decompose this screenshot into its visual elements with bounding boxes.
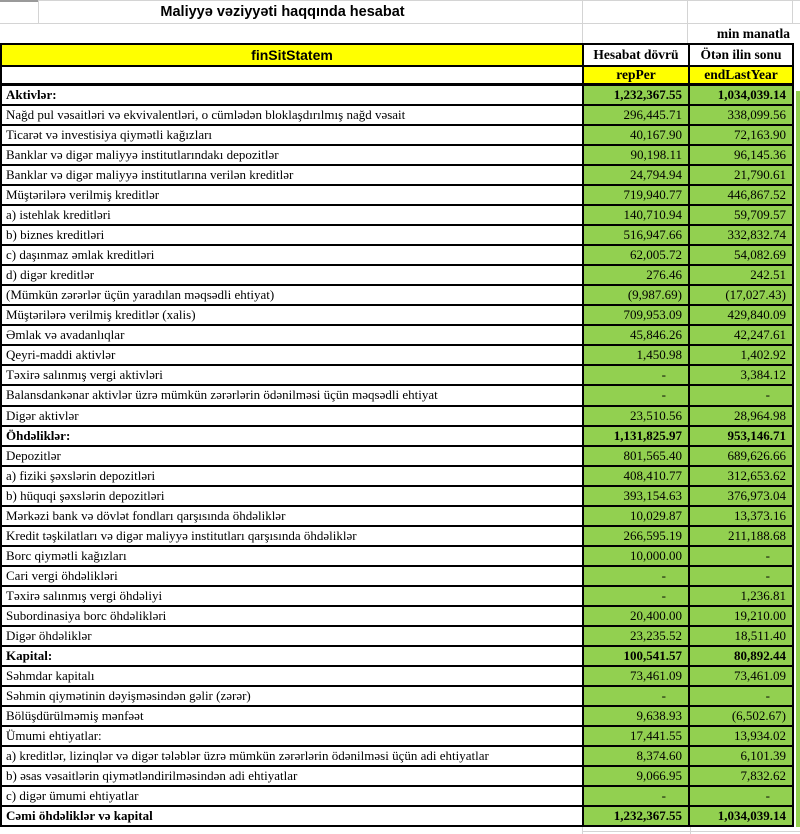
row-label: Ümumi ehtiyatlar: bbox=[6, 728, 102, 744]
row-value-prior-cell[interactable] bbox=[690, 507, 792, 525]
row-value-prior-cell[interactable] bbox=[690, 106, 792, 124]
row-value-prior: (6,502.67) bbox=[731, 707, 786, 723]
row-label: d) digər kreditlər bbox=[6, 267, 95, 283]
row-value-reporting: 9,638.93 bbox=[636, 707, 682, 723]
table-row bbox=[2, 567, 792, 587]
row-label: b) biznes kreditləri bbox=[6, 227, 105, 243]
table-row bbox=[2, 106, 792, 126]
row-label-cell[interactable] bbox=[2, 126, 584, 144]
row-value-prior-cell[interactable] bbox=[690, 787, 792, 805]
table-row bbox=[2, 647, 792, 667]
row-value-reporting-cell[interactable] bbox=[584, 226, 690, 244]
row-value-prior: 6,101.39 bbox=[740, 748, 786, 764]
row-value-prior: 7,832.62 bbox=[740, 768, 786, 784]
row-label-cell[interactable] bbox=[2, 266, 584, 284]
row-label-cell[interactable] bbox=[2, 567, 584, 585]
row-label: Borc qiymətli kağızları bbox=[6, 547, 127, 563]
row-value-reporting: 719,940.77 bbox=[623, 187, 682, 203]
row-label-cell[interactable] bbox=[2, 306, 584, 324]
row-label: Banklar və digər maliyyə institutlarına verilən kreditlər bbox=[6, 167, 294, 183]
row-value-prior: 1,236.81 bbox=[740, 587, 786, 603]
unit-note: min manatla bbox=[716, 26, 790, 41]
row-value-reporting-cell[interactable] bbox=[584, 106, 690, 124]
row-value-prior: (17,027.43) bbox=[725, 287, 786, 303]
row-value-prior: 953,146.71 bbox=[727, 427, 786, 443]
row-label-cell[interactable] bbox=[2, 607, 584, 625]
row-value-prior-cell[interactable] bbox=[690, 407, 792, 425]
table-row bbox=[2, 707, 792, 727]
row-value-prior-cell[interactable] bbox=[690, 186, 792, 204]
row-value-prior-cell[interactable] bbox=[690, 467, 792, 485]
row-value-prior-cell[interactable] bbox=[690, 567, 792, 585]
row-value-prior: 446,867.52 bbox=[727, 187, 786, 203]
table-row bbox=[2, 527, 792, 547]
row-label-cell[interactable] bbox=[2, 587, 584, 605]
row-label-cell[interactable] bbox=[2, 487, 584, 505]
table-row bbox=[2, 487, 792, 507]
table-row bbox=[2, 86, 792, 106]
row-label: Öhdəliklər: bbox=[6, 427, 71, 443]
row-label-cell[interactable] bbox=[2, 807, 584, 825]
row-value-prior: 42,247.61 bbox=[734, 327, 786, 343]
table-row bbox=[2, 607, 792, 627]
row-label: a) fiziki şəxslərin depozitləri bbox=[6, 467, 156, 483]
row-label: Balansdankənar aktivlər üzrə mümkün zərərlərin ödənilməsi üçün məqsədli ehtiyat bbox=[6, 387, 438, 403]
row-value-reporting-cell[interactable] bbox=[584, 547, 690, 565]
table-row bbox=[2, 166, 792, 186]
row-value-prior: - bbox=[765, 387, 770, 403]
row-value-prior-cell[interactable] bbox=[690, 246, 792, 264]
row-value-reporting: - bbox=[661, 687, 666, 703]
gridline bbox=[582, 831, 800, 832]
row-value-prior: 211,188.68 bbox=[727, 527, 786, 543]
row-value-prior: 312,653.62 bbox=[727, 467, 786, 483]
row-value-prior: 1,034,039.14 bbox=[717, 87, 786, 103]
row-label-cell[interactable] bbox=[2, 767, 584, 785]
table-row bbox=[2, 427, 792, 447]
row-value-reporting-cell[interactable] bbox=[584, 487, 690, 505]
row-label-cell[interactable] bbox=[2, 186, 584, 204]
row-value-reporting-cell[interactable] bbox=[584, 707, 690, 725]
row-value-reporting: 17,441.55 bbox=[630, 728, 682, 744]
table-row bbox=[2, 787, 792, 807]
row-value-prior: 73,461.09 bbox=[734, 667, 786, 683]
report-title: Maliyyə vəziyyəti haqqında hesabat bbox=[160, 3, 405, 20]
row-label: a) istehlak kreditləri bbox=[6, 207, 111, 223]
row-label-cell[interactable] bbox=[2, 687, 584, 705]
row-value-prior-cell[interactable] bbox=[690, 487, 792, 505]
row-label-cell[interactable] bbox=[2, 106, 584, 124]
row-label: Digər aktivlər bbox=[6, 407, 79, 423]
row-value-prior: 429,840.09 bbox=[727, 307, 786, 323]
row-value-prior-cell[interactable] bbox=[690, 767, 792, 785]
row-value-reporting-cell[interactable] bbox=[584, 286, 690, 304]
row-label-cell[interactable] bbox=[2, 627, 584, 645]
row-label-cell[interactable] bbox=[2, 467, 584, 485]
row-value-reporting: 1,232,367.55 bbox=[613, 87, 682, 103]
row-label: Kredit təşkilatları və digər maliyyə institutları qarşısında öhdəliklər bbox=[6, 527, 357, 543]
row-value-reporting: 408,410.77 bbox=[623, 467, 682, 483]
row-value-prior-cell[interactable] bbox=[690, 687, 792, 705]
row-label-cell[interactable] bbox=[2, 346, 584, 364]
row-value-reporting: 23,235.52 bbox=[630, 627, 682, 643]
row-label-cell[interactable] bbox=[2, 547, 584, 565]
row-value-reporting-cell[interactable] bbox=[584, 206, 690, 224]
row-value-prior-cell[interactable] bbox=[690, 326, 792, 344]
row-value-prior: 19,210.00 bbox=[734, 607, 786, 623]
table-code-row bbox=[2, 67, 792, 86]
row-value-prior-cell[interactable] bbox=[690, 667, 792, 685]
row-value-reporting: 296,445.71 bbox=[623, 107, 682, 123]
row-label-cell[interactable] bbox=[2, 747, 584, 765]
table-row bbox=[2, 366, 792, 386]
row-value-reporting-cell[interactable] bbox=[584, 727, 690, 745]
row-value-reporting-cell[interactable] bbox=[584, 146, 690, 164]
row-value-prior-cell[interactable] bbox=[690, 86, 792, 104]
row-value-prior: 72,163.90 bbox=[734, 127, 786, 143]
row-value-reporting-cell[interactable] bbox=[584, 166, 690, 184]
row-value-reporting-cell[interactable] bbox=[584, 386, 690, 404]
table-row bbox=[2, 386, 792, 406]
row-value-reporting: 10,029.87 bbox=[630, 507, 682, 523]
row-value-reporting: 90,198.11 bbox=[630, 147, 682, 163]
row-value-prior: 376,973.04 bbox=[727, 487, 786, 503]
row-value-prior-cell[interactable] bbox=[690, 647, 792, 665]
row-value-reporting-cell[interactable] bbox=[584, 807, 690, 825]
end-last-year-code: endLastYear bbox=[704, 67, 778, 82]
row-value-prior-cell[interactable] bbox=[690, 727, 792, 745]
row-label-cell[interactable] bbox=[2, 246, 584, 264]
row-label-cell[interactable] bbox=[2, 166, 584, 184]
row-label-cell[interactable] bbox=[2, 286, 584, 304]
reporting-period-code: repPer bbox=[616, 67, 656, 82]
row-label: b) əsas vəsaitlərin qiymətləndirilməsindən adi ehtiyatlar bbox=[6, 768, 298, 784]
gridline bbox=[792, 0, 793, 23]
reporting-period-code-cell[interactable] bbox=[584, 67, 690, 83]
row-value-reporting-cell[interactable] bbox=[584, 607, 690, 625]
row-value-prior-cell[interactable] bbox=[690, 126, 792, 144]
row-value-prior: - bbox=[765, 788, 770, 804]
row-value-reporting-cell[interactable] bbox=[584, 346, 690, 364]
report-title-cell[interactable] bbox=[0, 0, 565, 23]
table-row bbox=[2, 547, 792, 567]
row-value-reporting: 266,595.19 bbox=[623, 527, 682, 543]
table-row bbox=[2, 126, 792, 146]
row-label: Subordinasiya borc öhdəlikləri bbox=[6, 607, 167, 623]
row-value-prior-cell[interactable] bbox=[690, 226, 792, 244]
row-value-reporting: 40,167.90 bbox=[630, 127, 682, 143]
row-value-prior-cell[interactable] bbox=[690, 306, 792, 324]
table-row bbox=[2, 467, 792, 487]
row-label-cell[interactable] bbox=[2, 427, 584, 445]
row-value-prior: 80,892.44 bbox=[734, 647, 786, 663]
row-value-prior-cell[interactable] bbox=[690, 206, 792, 224]
reporting-period-header-cell[interactable] bbox=[584, 45, 690, 65]
row-label-cell[interactable] bbox=[2, 507, 584, 525]
row-value-reporting: - bbox=[661, 587, 666, 603]
row-label: Kapital: bbox=[6, 647, 53, 663]
adjacent-column-sliver bbox=[796, 91, 800, 827]
row-label-cell[interactable] bbox=[2, 366, 584, 384]
row-label-cell[interactable] bbox=[2, 407, 584, 425]
row-value-reporting: 1,450.98 bbox=[636, 347, 682, 363]
row-value-prior: 689,626.66 bbox=[727, 447, 786, 463]
row-value-prior-cell[interactable] bbox=[690, 366, 792, 384]
row-value-prior-cell[interactable] bbox=[690, 386, 792, 404]
statement-id-header-cell[interactable] bbox=[2, 45, 584, 65]
table-row bbox=[2, 747, 792, 767]
row-label: Cari vergi öhdəlikləri bbox=[6, 567, 118, 583]
table-row bbox=[2, 507, 792, 527]
row-label-cell[interactable] bbox=[2, 386, 584, 404]
row-label-cell[interactable] bbox=[2, 146, 584, 164]
row-value-prior: 28,964.98 bbox=[734, 407, 786, 423]
row-label-cell[interactable] bbox=[2, 787, 584, 805]
row-value-prior-cell[interactable] bbox=[690, 587, 792, 605]
row-value-prior: 3,384.12 bbox=[740, 367, 786, 383]
row-value-prior: - bbox=[765, 687, 770, 703]
row-value-reporting: 24,794.94 bbox=[630, 167, 682, 183]
row-value-reporting: 1,131,825.97 bbox=[613, 427, 682, 443]
row-label: Təxirə salınmış vergi öhdəliyi bbox=[6, 587, 163, 603]
row-value-reporting-cell[interactable] bbox=[584, 667, 690, 685]
row-value-prior-cell[interactable] bbox=[690, 607, 792, 625]
reporting-period-header: Hesabat dövrü bbox=[593, 47, 679, 62]
row-label: c) digər ümumi ehtiyatlar bbox=[6, 788, 139, 804]
row-value-reporting-cell[interactable] bbox=[584, 407, 690, 425]
table-row bbox=[2, 727, 792, 747]
row-value-prior-cell[interactable] bbox=[690, 427, 792, 445]
row-value-reporting-cell[interactable] bbox=[584, 567, 690, 585]
row-value-prior: 1,034,039.14 bbox=[717, 808, 786, 824]
row-value-prior: 13,373.16 bbox=[734, 507, 786, 523]
row-value-prior-cell[interactable] bbox=[690, 447, 792, 465]
table-row bbox=[2, 326, 792, 346]
row-value-reporting-cell[interactable] bbox=[584, 306, 690, 324]
row-value-prior: 21,790.61 bbox=[734, 167, 786, 183]
row-value-reporting-cell[interactable] bbox=[584, 507, 690, 525]
row-value-reporting-cell[interactable] bbox=[584, 467, 690, 485]
end-last-year-code-cell[interactable] bbox=[690, 67, 792, 83]
row-value-reporting-cell[interactable] bbox=[584, 186, 690, 204]
row-value-reporting-cell[interactable] bbox=[584, 86, 690, 104]
row-value-reporting-cell[interactable] bbox=[584, 687, 690, 705]
row-value-reporting: 62,005.72 bbox=[630, 247, 682, 263]
row-value-prior-cell[interactable] bbox=[690, 707, 792, 725]
table-row bbox=[2, 587, 792, 607]
row-value-reporting: 1,232,367.55 bbox=[613, 808, 682, 824]
row-value-reporting: - bbox=[661, 788, 666, 804]
row-value-prior: 59,709.57 bbox=[734, 207, 786, 223]
row-label: Mərkəzi bank və dövlət fondları qarşısında öhdəliklər bbox=[6, 507, 286, 523]
row-label-cell[interactable] bbox=[2, 326, 584, 344]
table-row bbox=[2, 627, 792, 647]
row-value-reporting: - bbox=[661, 367, 666, 383]
row-value-prior-cell[interactable] bbox=[690, 146, 792, 164]
table-body bbox=[2, 86, 792, 825]
row-value-prior: 338,099.56 bbox=[727, 107, 786, 123]
row-value-prior: 96,145.36 bbox=[734, 147, 786, 163]
row-value-reporting: 20,400.00 bbox=[630, 607, 682, 623]
row-value-reporting-cell[interactable] bbox=[584, 126, 690, 144]
financial-statement-table bbox=[0, 43, 794, 827]
row-value-reporting: 276.46 bbox=[646, 267, 682, 283]
row-value-reporting: 45,846.26 bbox=[630, 327, 682, 343]
row-label-cell[interactable] bbox=[2, 727, 584, 745]
row-label-cell[interactable] bbox=[2, 447, 584, 465]
row-label-cell[interactable] bbox=[2, 647, 584, 665]
row-value-prior: 242.51 bbox=[750, 267, 786, 283]
row-value-prior: 18,511.40 bbox=[734, 627, 786, 643]
row-value-reporting: 10,000.00 bbox=[630, 547, 682, 563]
row-label: Digər öhdəliklər bbox=[6, 627, 92, 643]
row-label-cell[interactable] bbox=[2, 707, 584, 725]
table-row bbox=[2, 226, 792, 246]
end-last-year-header-cell[interactable] bbox=[690, 45, 792, 65]
row-value-prior-cell[interactable] bbox=[690, 166, 792, 184]
row-value-prior-cell[interactable] bbox=[690, 346, 792, 364]
row-value-reporting-cell[interactable] bbox=[584, 366, 690, 384]
row-value-reporting: 709,953.09 bbox=[623, 307, 682, 323]
table-row bbox=[2, 407, 792, 427]
table-row bbox=[2, 667, 792, 687]
row-value-prior: 54,082.69 bbox=[734, 247, 786, 263]
row-value-prior-cell[interactable] bbox=[690, 807, 792, 825]
row-label: Nağd pul vəsaitləri və ekvivalentləri, o cümlədən bloklaşdırılmış nağd vəsait bbox=[6, 107, 406, 123]
row-value-reporting-cell[interactable] bbox=[584, 747, 690, 765]
row-label: Ticarət və investisiya qiymətli kağızları bbox=[6, 127, 213, 143]
row-value-reporting-cell[interactable] bbox=[584, 427, 690, 445]
row-value-reporting-cell[interactable] bbox=[584, 587, 690, 605]
row-value-prior: - bbox=[765, 567, 770, 583]
row-label: Səhmin qiymətinin dəyişməsindən gəlir (zərər) bbox=[6, 687, 251, 703]
row-label: Təxirə salınmış vergi aktivləri bbox=[6, 367, 163, 383]
row-label: Səhmdar kapitalı bbox=[6, 667, 95, 683]
row-label-cell[interactable] bbox=[2, 226, 584, 244]
table-row bbox=[2, 807, 792, 825]
row-value-reporting: - bbox=[661, 567, 666, 583]
row-label: Əmlak və avadanlıqlar bbox=[6, 327, 125, 343]
row-value-reporting-cell[interactable] bbox=[584, 326, 690, 344]
row-value-reporting: 8,374.60 bbox=[636, 748, 682, 764]
table-row bbox=[2, 266, 792, 286]
row-value-prior-cell[interactable] bbox=[690, 286, 792, 304]
table-header-row bbox=[2, 45, 792, 67]
row-label: Müştərilərə verilmiş kreditlər (xalis) bbox=[6, 307, 196, 323]
row-label: Qeyri-maddi aktivlər bbox=[6, 347, 116, 363]
table-row bbox=[2, 206, 792, 226]
row-label: a) kreditlər, lizinqlər və digər tələblər üzrə mümkün zərərlərin ödənilməsi üçün adi ehtiyatlar bbox=[6, 748, 489, 764]
gridline bbox=[582, 0, 583, 43]
row-value-reporting-cell[interactable] bbox=[584, 447, 690, 465]
row-value-reporting: 9,066.95 bbox=[636, 768, 682, 784]
row-value-reporting: (9,987.69) bbox=[627, 287, 682, 303]
row-value-prior-cell[interactable] bbox=[690, 627, 792, 645]
row-value-reporting-cell[interactable] bbox=[584, 787, 690, 805]
row-value-reporting: 140,710.94 bbox=[623, 207, 682, 223]
row-value-reporting-cell[interactable] bbox=[584, 246, 690, 264]
row-label: Depozitlər bbox=[6, 447, 61, 463]
row-value-prior: 13,934.02 bbox=[734, 728, 786, 744]
row-value-prior: - bbox=[765, 547, 770, 563]
row-value-reporting: - bbox=[661, 387, 666, 403]
table-row bbox=[2, 146, 792, 166]
row-value-prior-cell[interactable] bbox=[690, 527, 792, 545]
row-value-reporting: 516,947.66 bbox=[623, 227, 682, 243]
table-row bbox=[2, 346, 792, 366]
row-label-cell[interactable] bbox=[2, 206, 584, 224]
row-label-cell[interactable] bbox=[2, 527, 584, 545]
row-value-prior-cell[interactable] bbox=[690, 747, 792, 765]
row-label: b) hüquqi şəxslərin depozitləri bbox=[6, 487, 165, 503]
row-label: Bölüşdürülməmiş mənfəət bbox=[6, 707, 144, 723]
row-label: c) daşınmaz əmlak kreditləri bbox=[6, 247, 155, 263]
table-row bbox=[2, 186, 792, 206]
table-row bbox=[2, 767, 792, 787]
table-row bbox=[2, 447, 792, 467]
end-last-year-header: Ötən ilin sonu bbox=[700, 47, 782, 62]
row-label-cell[interactable] bbox=[2, 86, 584, 104]
row-value-reporting: 100,541.57 bbox=[623, 647, 682, 663]
unit-note-cell[interactable] bbox=[590, 24, 790, 43]
table-row bbox=[2, 687, 792, 707]
row-value-reporting: 73,461.09 bbox=[630, 667, 682, 683]
row-value-reporting-cell[interactable] bbox=[584, 527, 690, 545]
row-label: (Mümkün zərərlər üçün yaradılan məqsədli ehtiyat) bbox=[6, 287, 275, 303]
row-value-reporting: 23,510.56 bbox=[630, 407, 682, 423]
row-value-reporting-cell[interactable] bbox=[584, 767, 690, 785]
row-label: Banklar və digər maliyyə institutlarındakı depozitlər bbox=[6, 147, 279, 163]
row-label-cell[interactable] bbox=[2, 667, 584, 685]
row-value-prior: 332,832.74 bbox=[727, 227, 786, 243]
table-row bbox=[2, 306, 792, 326]
row-label: Aktivlər: bbox=[6, 87, 57, 103]
row-value-reporting-cell[interactable] bbox=[584, 266, 690, 284]
row-value-prior: 1,402.92 bbox=[740, 347, 786, 363]
row-label: Müştərilərə verilmiş kreditlər bbox=[6, 187, 160, 203]
table-row bbox=[2, 246, 792, 266]
table-row bbox=[2, 286, 792, 306]
row-value-reporting-cell[interactable] bbox=[584, 647, 690, 665]
row-value-reporting-cell[interactable] bbox=[584, 627, 690, 645]
statement-id-header: finSitStatem bbox=[251, 47, 333, 63]
empty-label-cell[interactable] bbox=[2, 67, 584, 83]
row-value-reporting: 393,154.63 bbox=[623, 487, 682, 503]
row-value-reporting: 801,565.40 bbox=[623, 447, 682, 463]
row-value-prior-cell[interactable] bbox=[690, 266, 792, 284]
row-label: Cəmi öhdəliklər və kapital bbox=[6, 808, 153, 824]
row-value-prior-cell[interactable] bbox=[690, 547, 792, 565]
